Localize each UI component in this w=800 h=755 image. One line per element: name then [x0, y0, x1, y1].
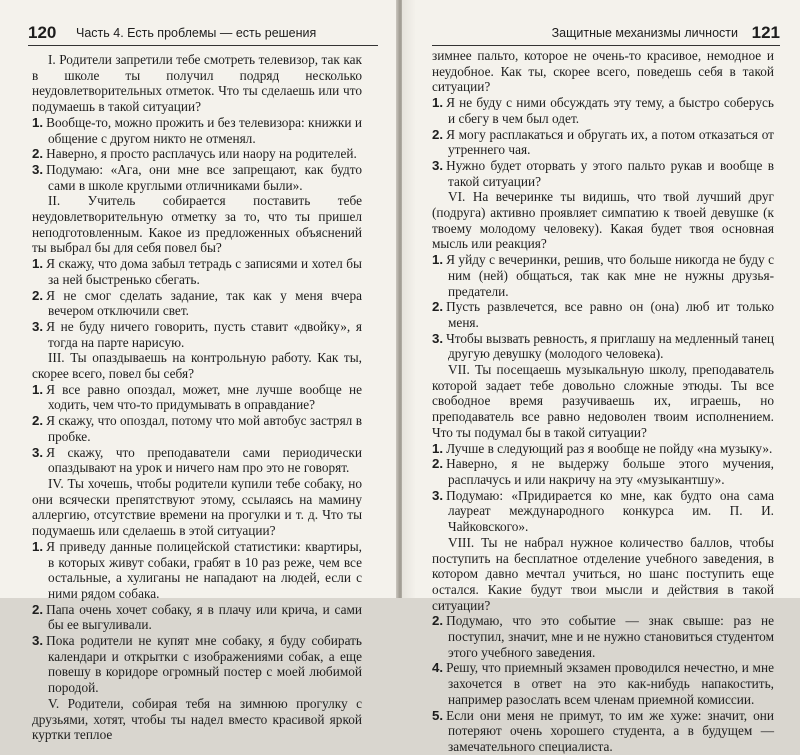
option-text: Я уйду с вечеринки, решив, что больше никогда не буду с ним (ней) общаться, так как мне не нужны друзья-предатели.	[446, 252, 774, 299]
answer-option	[32, 413, 362, 444]
option-text: Я скажу, что преподаватели сами периодически опаздывают на урок и ничего нам про это не говорят.	[46, 444, 362, 476]
page-number: 121	[751, 23, 780, 42]
option-number: 2.	[32, 146, 44, 162]
option-text: Папа очень хочет собаку, я в плачу или крича, и сами бы ее выгуливали.	[46, 601, 362, 633]
left-page-header	[28, 22, 378, 46]
answer-option	[432, 660, 774, 707]
option-number: 1.	[432, 252, 444, 268]
option-text: Лучше в следующий раз я вообще не пойду «на музыку».	[446, 440, 773, 456]
option-text: Пока родители не купят мне собаку, я буду собирать календари и открытки с изображениями собак, а еще повешу в коридоре огромный постер с моей любимой породой.	[46, 633, 362, 696]
option-text: Пусть развлечется, все равно он (она) люб ит только меня.	[446, 299, 774, 330]
option-number: 2.	[432, 126, 444, 142]
answer-option	[32, 256, 362, 287]
question-paragraph: IV. Ты хочешь, чтобы родители купили тебе собаку, но они всячески препятствуют этому, ссылаясь на мамину аллергию, отсутствие времени на прогулки и т. д. Что ты подумаешь или сделаешь в этой ситуации?	[32, 475, 362, 539]
option-text: Подумаю: «Придирается ко мне, как будто она сама лауреат международного конкурса им. П. И. Чайковского».	[446, 487, 774, 535]
option-text: Подумаю, что это событие — знак свыше: раз не поступил, значит, мне и не нужно становиться студентом этого учебного заведения.	[446, 613, 774, 660]
answer-option	[32, 288, 362, 319]
option-text: Нужно будет оторвать у этого пальто рукав и вообще в такой ситуации?	[446, 157, 774, 189]
answer-option	[32, 602, 362, 633]
answer-option	[432, 158, 774, 189]
answer-option	[432, 456, 774, 487]
option-number: 1.	[32, 114, 44, 130]
option-text: Я приведу данные полицейской статистики: квартиры, в которых живут собаки, грабят в 10 раз реже, чем все остальные, а хулиганы не нападают на людей, если с ними рядом собака.	[46, 538, 362, 601]
right-page	[402, 0, 800, 754]
option-number: 5.	[432, 707, 444, 723]
answer-option	[32, 319, 362, 350]
question-paragraph: VI. На вечеринке ты видишь, что твой лучший друг (подруга) активно проявляет симпатию к твоей девушке (к твоему молодому человеку). Какая будет твоя основная мысль или реакция?	[432, 189, 774, 252]
option-number: 3.	[432, 330, 444, 346]
answer-option	[432, 613, 774, 660]
answer-option	[432, 708, 774, 755]
option-number: 3.	[432, 157, 444, 173]
option-number: 3.	[32, 633, 44, 649]
answer-option	[32, 115, 362, 146]
option-number: 1.	[432, 440, 444, 456]
question-paragraph: VIII. Ты не набрал нужное количество баллов, чтобы поступить на бесплатное отделение учебного заведения, в котором давно мечтал учиться, но шанс поступить еще остался. Какие будут твои мысли и действия в такой ситуации?	[432, 534, 774, 613]
answer-option	[32, 633, 362, 696]
question-paragraph: V. Родители, собирая тебя на зимнюю прогулку с друзьями, хотят, чтобы ты надел вместо красивой яркой куртки теплое	[32, 695, 362, 743]
option-text: Вообще-то, можно прожить и без телевизора: книжки и общение с другом никто не отменял.	[46, 114, 362, 146]
option-text: Подумаю: «Ага, они мне все запрещают, как будто сами в школе круглыми отличниками были».	[46, 161, 362, 193]
option-text: Наверно, я не выдержу больше этого мучения, расплачусь и или накричу на эту «музыкантшу».	[446, 456, 774, 487]
option-text: Чтобы вызвать ревность, я приглашу на медленный танец другую девушку (молодого человека).	[446, 330, 774, 362]
option-number: 3.	[32, 161, 44, 177]
question-paragraph: III. Ты опаздываешь на контрольную работу. Как ты, скорее всего, повел бы себя?	[32, 350, 362, 382]
option-number: 2.	[432, 456, 444, 472]
answer-option	[32, 445, 362, 476]
right-page-header	[432, 22, 780, 46]
option-text: Я скажу, что дома забыл тетрадь с записями и хотел бы за ней быстренько сбегать.	[46, 256, 362, 287]
left-page-body	[32, 52, 362, 743]
option-text: Я все равно опоздал, может, мне лучше вообще не ходить, чем что-то придумывать в оправдание?	[46, 381, 362, 413]
option-number: 2.	[32, 287, 44, 303]
option-number: 3.	[32, 318, 44, 334]
continued-paragraph: зимнее пальто, которое не очень-то красивое, немодное и неудобное. Как ты, скорее всего, поведешь себя в такой ситуации?	[432, 48, 774, 95]
answer-option	[432, 252, 774, 299]
option-text: Решу, что приемный экзамен проводился нечестно, и мне захочется в ответ на это как-нибудь напакостить, например разослать всем членам приемной комиссии.	[446, 660, 774, 707]
running-head: Часть 4. Есть проблемы — есть решения	[76, 26, 317, 40]
running-head: Защитные механизмы личности	[551, 26, 738, 40]
left-page	[0, 0, 398, 743]
answer-option	[32, 539, 362, 602]
answer-option	[32, 382, 362, 413]
question-paragraph: I. Родители запретили тебе смотреть телевизор, так как в школе ты получил подряд несколько неудовлетворительных отметок. Что ты сделаешь или что подумаешь в такой ситуации?	[32, 52, 362, 115]
option-number: 2.	[32, 601, 44, 617]
right-page-body	[432, 48, 774, 755]
option-number: 1.	[32, 538, 44, 554]
answer-option	[432, 441, 774, 457]
option-text: Если они меня не примут, то им же хуже: значит, они потеряют очень хорошего студента, а в будущем — замечательного специалиста.	[446, 707, 774, 754]
answer-option	[432, 127, 774, 158]
question-paragraph: II. Учитель собирается поставить тебе неудовлетворительную отметку за то, что ты пришел неподготовленным. Какое из предложенных объяснений ты выбрал бы для себя повел бы?	[32, 193, 362, 256]
option-number: 2.	[432, 613, 444, 629]
option-text: Я не буду с ними обсуждать эту тему, а быстро соберусь и сбегу в чем был одет.	[446, 95, 774, 126]
option-text: Я не буду ничего говорить, пусть ставит «двойку», я тогда на парте нарисую.	[46, 318, 362, 350]
option-number: 1.	[32, 381, 44, 397]
option-number: 2.	[32, 413, 44, 429]
page-number: 120	[28, 23, 57, 42]
option-number: 4.	[432, 660, 444, 676]
answer-option	[432, 331, 774, 362]
option-number: 1.	[32, 256, 44, 272]
answer-option	[432, 299, 774, 330]
option-text: Я скажу, что опоздал, потому что мой автобус застрял в пробке.	[46, 413, 362, 444]
answer-option	[32, 162, 362, 193]
option-number: 3.	[32, 444, 44, 460]
option-number: 2.	[432, 299, 444, 315]
answer-option	[32, 146, 362, 162]
answer-option	[432, 95, 774, 126]
option-text: Я не смог сделать задание, так как у меня вчера вечером отключили свет.	[46, 287, 362, 319]
option-number: 3.	[432, 487, 444, 503]
answer-option	[432, 488, 774, 535]
question-paragraph: VII. Ты посещаешь музыкальную школу, преподаватель которой задает тебе довольно сложные этюды. Ты все свободное время разучиваешь их, играешь, но преподаватель все равно недоволен твоим исполнением. Что ты подумал бы в такой ситуации?	[432, 362, 774, 440]
option-text: Я могу расплакаться и обругать их, а потом отказаться от утреннего чая.	[446, 126, 774, 158]
option-number: 1.	[432, 95, 444, 111]
option-text: Наверно, я просто расплачусь или наору на родителей.	[46, 146, 357, 162]
